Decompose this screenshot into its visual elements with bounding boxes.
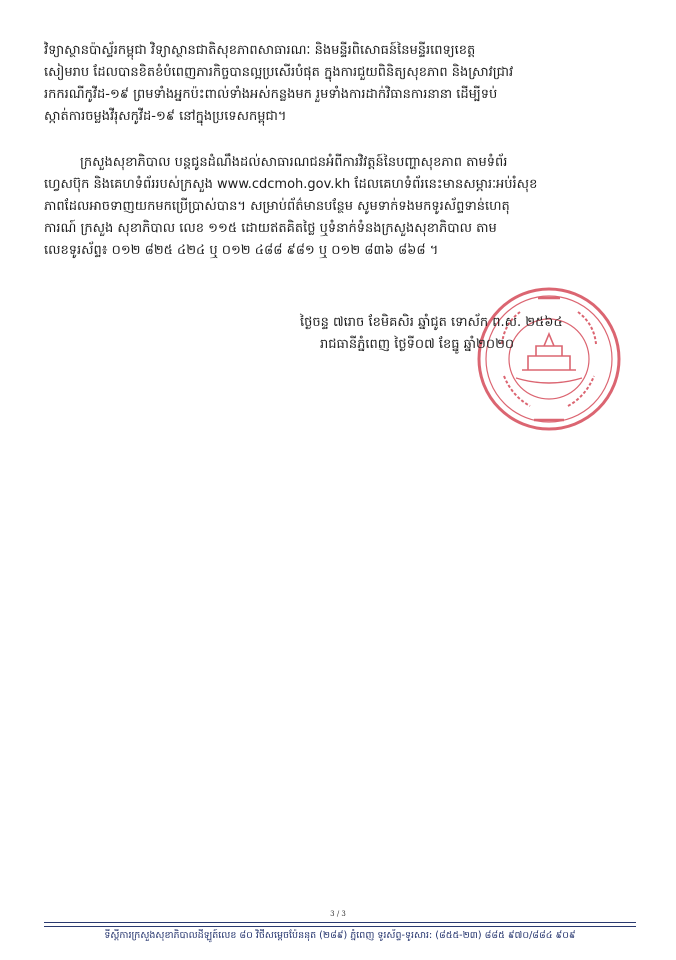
paragraph-line: វិទ្យាស្ថានប៉ាស្ទ័រកម្ពុជា វិទ្យាស្ថានជាតិសុខភាពសាធារណៈ និងមន្ទីរពិសោធន៍នៃមន្ទីរពេទ្យខេត្ត — [44, 43, 476, 58]
paragraph-line: លេខទូរស័ព្ទ៖ ០១២ ៨២៥ ៤២៤ ឬ ០១២ ៤៨៨ ៩៨១ ឬ ០១២ ៨៣៦ ៨៦៨ ។ — [44, 243, 439, 258]
date-block — [300, 312, 640, 356]
paragraph-line: ការណ៍ ក្រសួង សុខាភិបាល លេខ ១១៥ ដោយឥតគិតថ្លៃ ឬទំនាក់ទំនងក្រសួងសុខាភិបាល តាម — [44, 221, 497, 236]
paragraph-line: រកករណីកូវីដ-១៩ ព្រមទាំងអ្នកប៉ះពាល់ទាំងអស់កន្លងមក រួមទាំងការដាក់វិធានការនានា ដើម្បីទប់ — [44, 87, 498, 102]
paragraph-acknowledgement — [44, 40, 636, 128]
paragraph-line: ក្រសួងសុខាភិបាល បន្តជូនដំណឹងដល់សាធារណជនអំពីការវិវត្តន៍នៃបញ្ហាសុខភាព តាមទំព័រ — [80, 155, 508, 170]
paragraph-line: ស្កាត់ការចម្លងវីរុសកូវីដ-១៩ នៅក្នុងប្រទេសកម្ពុជា។ — [44, 109, 287, 124]
lunar-date: ថ្ងៃចន្ទ ៧រោច ខែមិគសិរ ឆ្នាំជូត ទោស័ក ព.ស. ២៥៦៤ — [300, 315, 563, 330]
city-date: រាជធានីភ្នំពេញ ថ្ងៃទី០៧ ខែធ្នូ ឆ្នាំ២០២០ — [320, 337, 515, 352]
page-number: 3 / 3 — [330, 910, 346, 918]
paragraph-line: សៀមរាប ដែលបានខិតខំបំពេញភារកិច្ចបានល្អប្រសើរបំផុត ក្នុងការជួយពិនិត្យសុខភាព និងស្រាវជ្រាវ — [44, 65, 514, 80]
paragraph-information — [44, 152, 636, 262]
paragraph-line: ភាពដែលអាចទាញយកមកប្រើប្រាស់បាន។ សម្រាប់ព័ត៌មានបន្ថែម សូមទាក់ទងមកទូរស័ព្ទទាន់ហេតុ — [44, 199, 510, 214]
paragraph-line: ហ្វេសប៊ុក និងគេហទំព័ររបស់ក្រសួង www.cdcmoh.gov.kh ដែលគេហទំព័រនេះមានសម្ភារៈអប់រំសុខ — [44, 177, 538, 192]
footer-address: ទីស្តីការក្រសួងសុខាភិបាលដីឡូត៍លេខ ៨០ វិថីសម្តេចប៉ែននុត (២៨៩) ភ្នំពេញ ទូរស័ព្ទ-ទូរសារ: (៨៥៥-២៣) ៨៨៥ ៩៧០/៨៨៤ ៩០៩ — [104, 930, 576, 941]
ministry-seal-icon — [474, 284, 624, 434]
footer-divider — [44, 926, 636, 927]
footer-divider — [44, 922, 636, 923]
